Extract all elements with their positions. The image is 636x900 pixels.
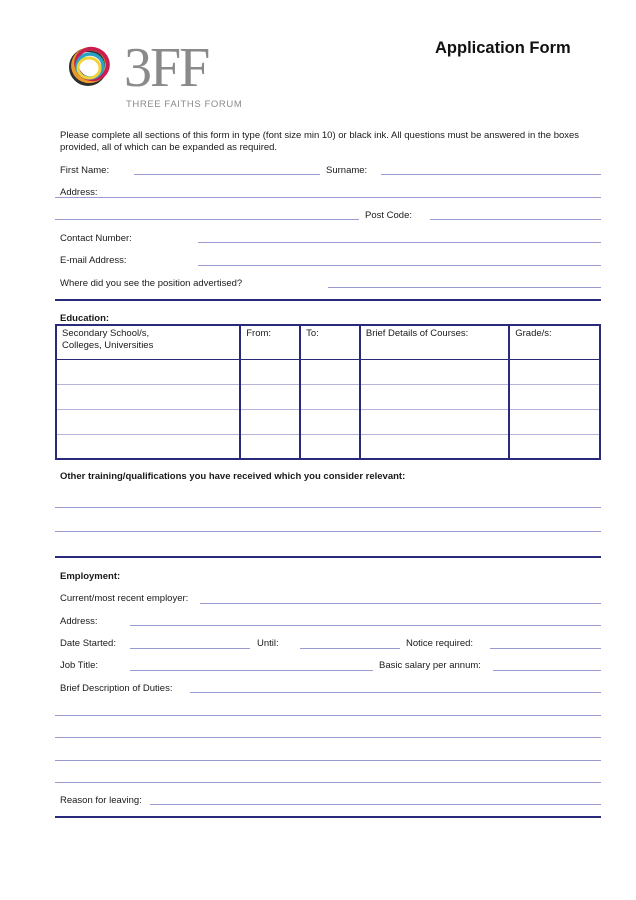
- notice-field[interactable]: [490, 648, 601, 649]
- duties-label: Brief Description of Duties:: [60, 683, 173, 694]
- duties-field-line[interactable]: [55, 782, 601, 783]
- table-cell[interactable]: [56, 384, 240, 409]
- notice-label: Notice required:: [406, 638, 474, 649]
- table-row: [56, 359, 600, 384]
- table-cell[interactable]: [300, 409, 360, 434]
- education-header-row: [56, 325, 600, 359]
- logo-wordmark: 3FF: [124, 37, 209, 99]
- contact-number-label: Contact Number:: [60, 233, 132, 244]
- duties-field-line[interactable]: [55, 715, 601, 716]
- table-row: [56, 409, 600, 434]
- table-cell[interactable]: [240, 434, 300, 459]
- employer-address-field[interactable]: [130, 625, 601, 626]
- section-divider: [55, 556, 601, 558]
- table-cell[interactable]: [300, 384, 360, 409]
- duties-field[interactable]: [190, 692, 601, 693]
- table-cell[interactable]: [240, 384, 300, 409]
- table-cell[interactable]: [240, 359, 300, 384]
- education-heading: Education:: [60, 313, 110, 324]
- date-started-field[interactable]: [130, 648, 250, 649]
- current-employer-label: Current/most recent employer:: [60, 593, 189, 604]
- education-table: [55, 324, 601, 460]
- education-col-courses: Brief Details of Courses:: [360, 325, 509, 359]
- first-name-field[interactable]: [134, 174, 320, 175]
- employer-address-label: Address:: [60, 616, 98, 627]
- table-cell[interactable]: [509, 409, 600, 434]
- table-cell[interactable]: [56, 434, 240, 459]
- table-row: [56, 384, 600, 409]
- table-cell[interactable]: [360, 384, 509, 409]
- address-label: Address:: [60, 187, 98, 198]
- contact-number-field[interactable]: [198, 242, 601, 243]
- table-cell[interactable]: [360, 409, 509, 434]
- section-divider: [55, 299, 601, 301]
- table-cell[interactable]: [360, 434, 509, 459]
- education-col-grades: Grade/s:: [509, 325, 600, 359]
- advertised-label: Where did you see the position advertised?: [60, 278, 243, 289]
- table-cell[interactable]: [360, 359, 509, 384]
- logo-rings-icon: [62, 42, 120, 92]
- salary-label: Basic salary per annum:: [379, 660, 481, 671]
- salary-field[interactable]: [493, 670, 601, 671]
- table-cell[interactable]: [509, 434, 600, 459]
- address-field[interactable]: [55, 197, 601, 198]
- table-cell[interactable]: [240, 409, 300, 434]
- training-heading: Other training/qualifications you have received which you consider relevant:: [60, 471, 406, 482]
- table-row: [56, 434, 600, 459]
- current-employer-field[interactable]: [200, 603, 601, 604]
- training-field-line[interactable]: [55, 507, 601, 508]
- logo-subtitle: THREE FAITHS FORUM: [126, 99, 243, 110]
- until-field[interactable]: [300, 648, 400, 649]
- education-col-to: To:: [300, 325, 360, 359]
- email-field[interactable]: [198, 265, 601, 266]
- reason-label: Reason for leaving:: [60, 795, 142, 806]
- post-code-field[interactable]: [430, 219, 601, 220]
- until-label: Until:: [257, 638, 279, 649]
- table-cell[interactable]: [509, 359, 600, 384]
- table-cell[interactable]: [509, 384, 600, 409]
- date-started-label: Date Started:: [60, 638, 116, 649]
- employment-heading: Employment:: [60, 571, 121, 582]
- surname-label: Surname:: [326, 165, 368, 176]
- job-title-field[interactable]: [130, 670, 373, 671]
- advertised-field[interactable]: [328, 287, 601, 288]
- page-title: Application Form: [435, 39, 571, 57]
- table-cell[interactable]: [56, 409, 240, 434]
- duties-field-line[interactable]: [55, 737, 601, 738]
- section-divider: [55, 816, 601, 818]
- education-col-school: Secondary School/s, Colleges, Universities: [56, 325, 240, 359]
- table-cell[interactable]: [56, 359, 240, 384]
- first-name-label: First Name:: [60, 165, 110, 176]
- email-label: E-mail Address:: [60, 255, 127, 266]
- job-title-label: Job Title:: [60, 660, 99, 671]
- surname-field[interactable]: [381, 174, 601, 175]
- education-col-from: From:: [240, 325, 300, 359]
- reason-field[interactable]: [150, 804, 601, 805]
- duties-field-line[interactable]: [55, 760, 601, 761]
- table-cell[interactable]: [300, 434, 360, 459]
- training-field-line[interactable]: [55, 531, 601, 532]
- address-field-line-2[interactable]: [55, 219, 359, 220]
- post-code-label: Post Code:: [365, 210, 412, 221]
- table-cell[interactable]: [300, 359, 360, 384]
- intro-text: Please complete all sections of this form in type (font size min 10) or black ink. All questions must be answered in the boxes provided, all of which can be expanded as required.: [60, 130, 580, 153]
